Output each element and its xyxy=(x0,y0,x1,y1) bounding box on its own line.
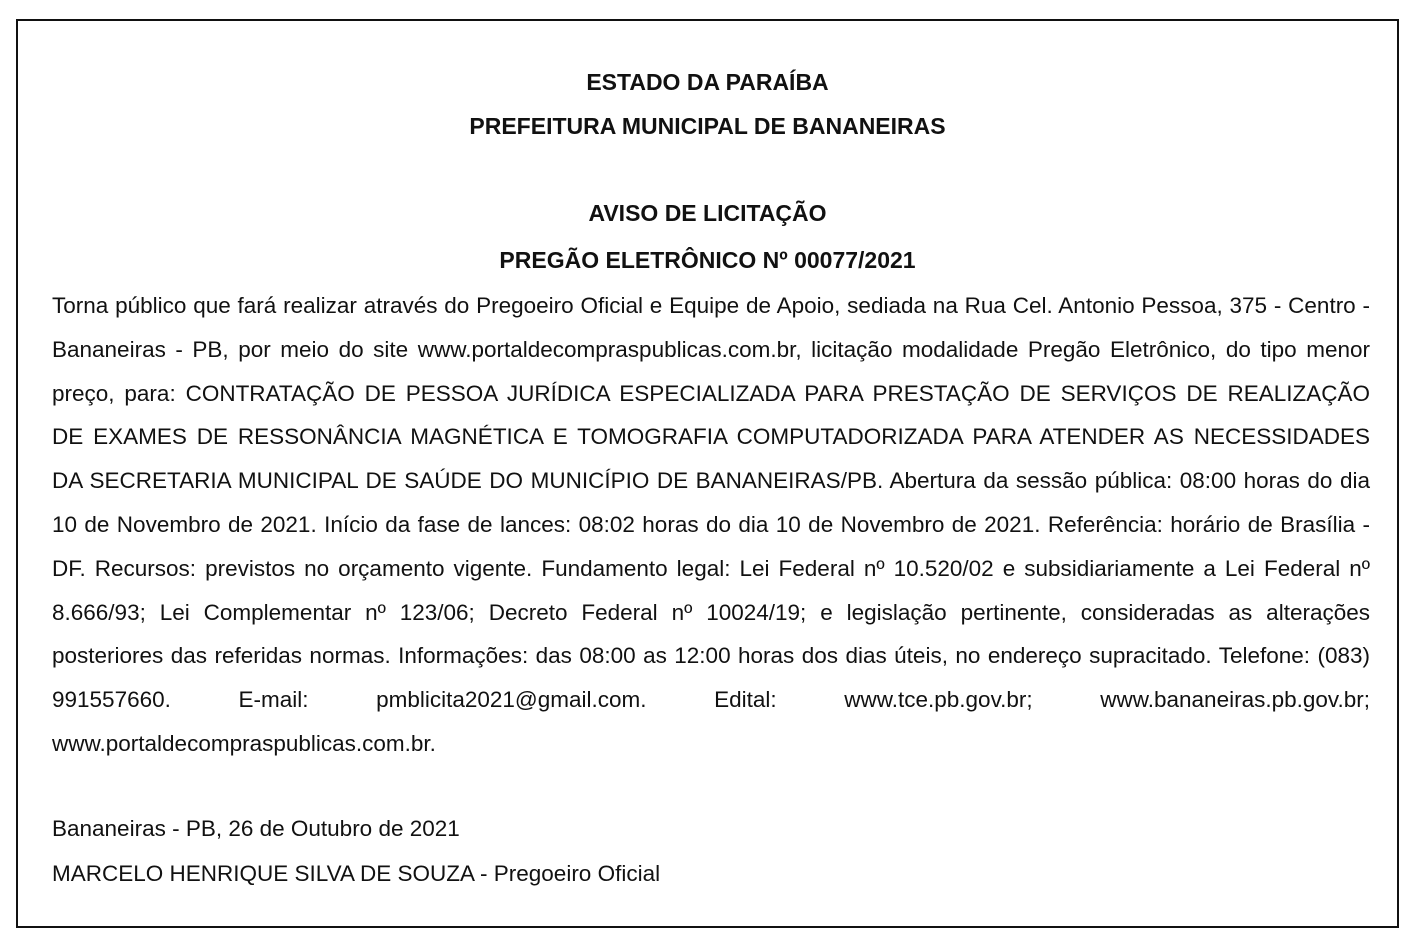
notice-title: AVISO DE LICITAÇÃO xyxy=(588,200,827,226)
date-place: Bananeiras - PB, 26 de Outubro de 2021 xyxy=(52,816,460,841)
notice-frame xyxy=(16,19,1399,928)
prefecture-heading: PREFEITURA MUNICIPAL DE BANANEIRAS xyxy=(469,113,946,139)
signer: MARCELO HENRIQUE SILVA DE SOUZA - Pregoeiro Oficial xyxy=(52,861,661,886)
notice-body: Torna público que fará realizar através do Pregoeiro Oficial e Equipe de Apoio, sediada na Rua Cel. Antonio Pessoa, 375 - Centro - Bananeiras - PB, por meio do site www.portaldecompraspublicas.com.br, licitação modalidade Pregão Eletrônico, do tipo menor preço, para: CONTRATAÇÃO DE PESSOA JURÍDICA ESPECIALIZADA PARA PRESTAÇÃO DE SERVIÇOS DE REALIZAÇÃO DE EXAMES DE RESSONÂNCIA MAGNÉTICA E TOMOGRAFIA COMPUTADORIZADA PARA ATENDER AS NECESSIDADES DA SECRETARIA MUNICIPAL DE SAÚDE DO MUNICÍPIO DE BANANEIRAS/PB. Abertura da sessão pública: 08:00 horas do dia 10 de Novembro de 2021. Início da fase de lances: 08:02 horas do dia 10 de Novembro de 2021. Referência: horário de Brasília - DF. Recursos: previstos no orçamento vigente. Fundamento legal: Lei Federal nº 10.520/02 e subsidiariamente a Lei Federal nº 8.666/93; Lei Complementar nº 123/06; Decreto Federal nº 10024/19; e legislação pertinente, consideradas as alterações posteriores das referidas normas. Informações: das 08:00 as 12:00 horas dos dias úteis, no endereço supracitado. Telefone: (083) 991557660. E-mail: pmblicita2021@gmail.com. Edital: www.tce.pb.gov.br; www.bananeiras.pb.gov.br; www.portaldecompraspublicas.com.br. xyxy=(52,293,1370,756)
procedure-number: PREGÃO ELETRÔNICO Nº 00077/2021 xyxy=(499,247,916,273)
state-heading: ESTADO DA PARAÍBA xyxy=(586,69,829,95)
